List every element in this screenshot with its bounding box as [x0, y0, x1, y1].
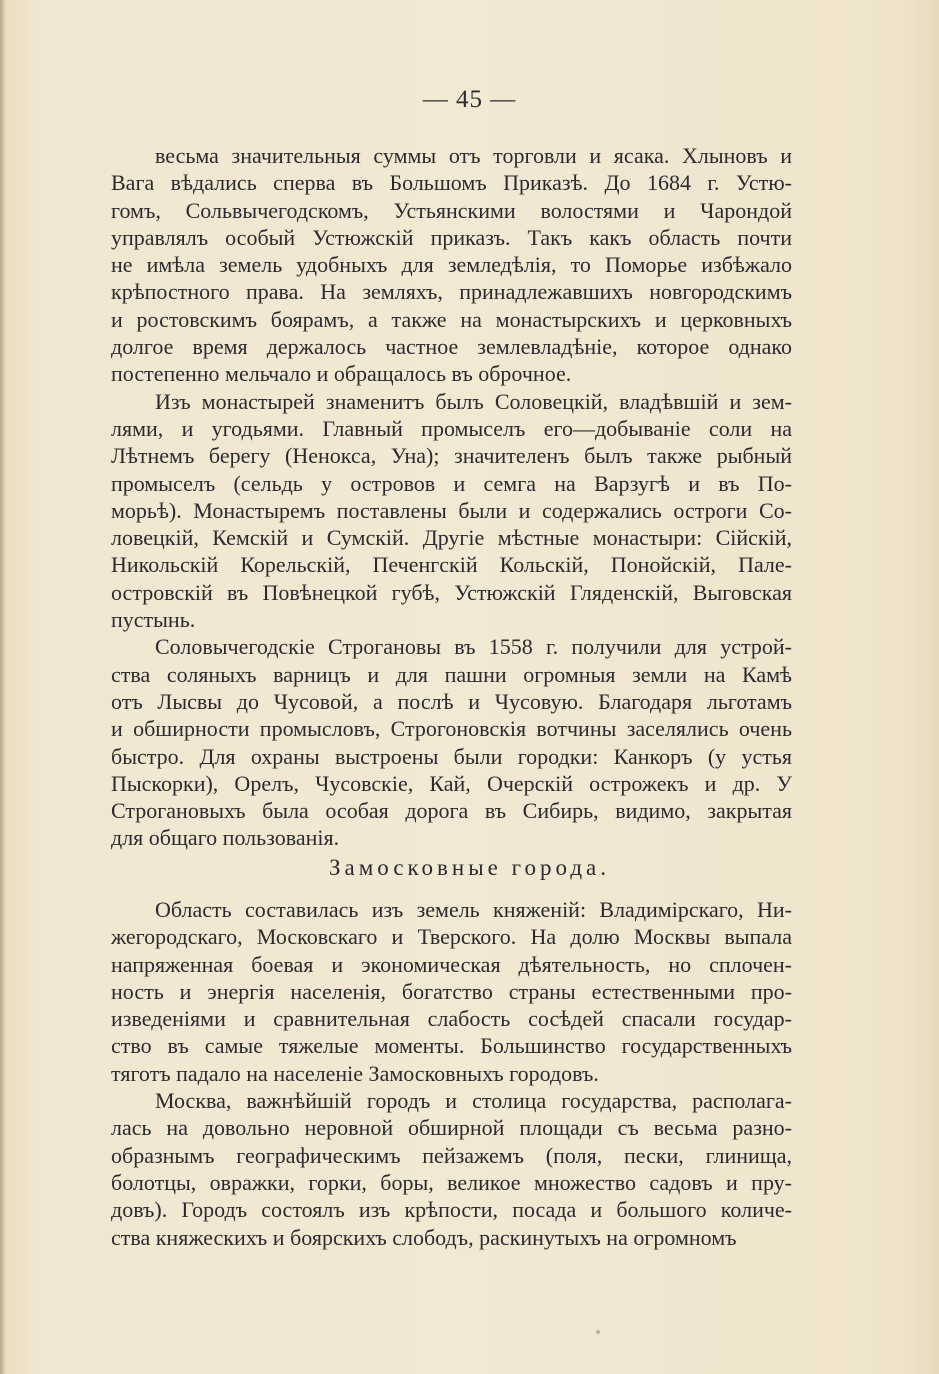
- text-line: отъ Лысвы до Чусовой, а послѣ и Чусовую. Благодаря льготамъ: [111, 688, 792, 714]
- text-block-top: [111, 142, 792, 852]
- text-line: Пыскорки), Орелъ, Чусовскіе, Кай, Очерскій острожекъ и др. У: [111, 770, 792, 796]
- text-block-bottom: [111, 896, 792, 1251]
- text-line: болотцы, овражки, горки, боры, великое множество садовъ и пру-: [111, 1169, 792, 1195]
- text-line: жегородскаго, Московскаго и Тверского. На долю Москвы выпала: [111, 924, 792, 950]
- section-heading: Замосковные города.: [328, 855, 610, 880]
- paragraph: [111, 1087, 792, 1251]
- text-line: островскій въ Повѣнецкой губѣ, Устюжскій Гляденскій, Выговская: [111, 579, 792, 605]
- text-line: морьѣ). Монастыремъ поставлены были и содержались остроги Со-: [111, 497, 792, 523]
- paragraph: [111, 896, 792, 1087]
- paragraph: [111, 142, 792, 388]
- text-line: лями, и угодьями. Главный промыселъ его—добываніе соли на: [111, 415, 792, 441]
- text-line: весьма значительныя суммы отъ торговли и ясака. Хлыновъ и: [155, 143, 792, 168]
- text-line: ства соляныхъ варницъ и для пашни огромныя земли на Камѣ: [111, 661, 792, 687]
- paragraph: [111, 633, 792, 851]
- text-line: ность и энергія населенія, богатство страны естественными про-: [111, 978, 792, 1004]
- text-line: и обширности промысловъ, Строгоновскія вотчины заселялись очень: [111, 716, 792, 742]
- text-line: изведеніями и сравнительная слабость сосѣдей спасали государ-: [111, 1006, 792, 1032]
- text-line: для общаго пользованія.: [111, 825, 340, 851]
- text-line: ства княжескихъ и боярскихъ слободъ, раскинутыхъ на огромномъ: [111, 1224, 737, 1250]
- text-line: Область составилась изъ земель княженій: Владимірскаго, Ни-: [155, 897, 792, 922]
- text-line: довъ). Городъ состоялъ изъ крѣпости, посада и большого количе-: [111, 1197, 792, 1223]
- text-line: и ростовскимъ боярамъ, а также на монастырскихъ и церковныхъ: [111, 306, 792, 332]
- text-line: ловецкій, Кемскій и Сумскій. Другіе мѣстные монастыри: Сійскій,: [111, 525, 792, 551]
- text-line: напряженная боевая и экономическая дѣятельность, но сплочен-: [111, 951, 792, 977]
- text-line: Изъ монастырей знаменитъ былъ Соловецкій, владѣвшій и зем-: [155, 388, 792, 414]
- text-line: долгое время держалось частное землевладѣніе, которое однако: [111, 334, 792, 360]
- text-line: ство въ самые тяжелые моменты. Большинство государственныхъ: [111, 1033, 792, 1059]
- text-line: образнымъ географическимъ пейзажемъ (поля, пески, глинища,: [111, 1142, 792, 1168]
- text-line: тяготъ падало на населеніе Замосковныхъ городовъ.: [111, 1060, 599, 1086]
- text-line: быстро. Для охраны выстроены были городки: Канкоръ (у устья: [111, 743, 792, 769]
- text-line: Лѣтнемъ берегу (Ненокса, Уна); значителенъ былъ также рыбный: [111, 443, 792, 469]
- text-line: промыселъ (сельдь у островов и семга на Варзугѣ и въ По-: [111, 470, 792, 496]
- text-line: не имѣла земель удобныхъ для земледѣлія, то Поморье избѣжало: [111, 252, 792, 278]
- text-line: Соловычегодскіе Строгановы въ 1558 г. получили для устрой-: [155, 634, 792, 660]
- page-spine-shadow: [0, 0, 6, 1374]
- text-line: постепенно мельчало и обращалось въ оброчное.: [111, 361, 572, 387]
- text-line: Никольскій Корельскій, Печенгскій Кольскій, Понойскій, Пале-: [111, 552, 792, 578]
- text-line: Вага вѣдались сперва въ Большомъ Приказѣ. До 1684 г. Устю-: [111, 170, 792, 196]
- text-line: пустынь.: [111, 607, 196, 633]
- page-number: — 45 —: [422, 86, 517, 113]
- text-line: Москва, важнѣйшій городъ и столица государства, располага-: [155, 1088, 792, 1114]
- paper-speck: [596, 1330, 600, 1334]
- text-line: лась на довольно неровной обширной площади съ весьма разно-: [111, 1115, 792, 1141]
- paragraph: [111, 388, 792, 634]
- text-line: управлялъ особый Устюжскій приказъ. Такъ какъ область почти: [111, 224, 792, 250]
- text-line: крѣпостного права. На земляхъ, принадлежавшихъ новгородскимъ: [111, 279, 792, 305]
- text-line: гомъ, Сольвычегодскомъ, Устьянскими волостями и Чарондой: [111, 197, 792, 223]
- text-line: Строгановыхъ была особая дорога въ Сибирь, видимо, закрытая: [111, 798, 792, 824]
